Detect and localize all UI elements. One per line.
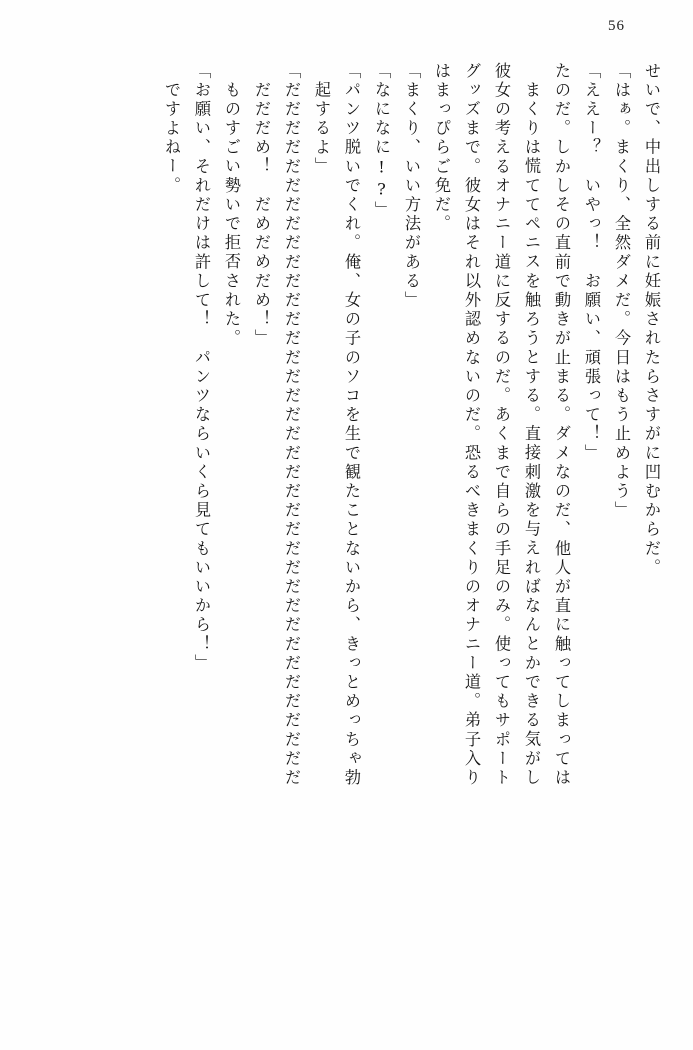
page-number: 56 bbox=[608, 18, 625, 34]
text-line: 彼女の考えるオナニー道に反するのだ。あくまで自らの手足のみ。使ってもサポート bbox=[492, 62, 511, 788]
text-line: たのだ。しかしその直前で動きが止まる。ダメなのだ、他人が直に触ってしまっては bbox=[552, 62, 571, 788]
text-line: せいで、中出しする前に妊娠されたらさすがに凹むからだ。 bbox=[642, 62, 661, 578]
text-line: 「なになに!?」 bbox=[372, 62, 391, 221]
vertical-text-body bbox=[34, 62, 659, 1012]
text-line: グッズまで。彼女はそれ以外認めないのだ。恐るべきまくりのオナニー道。弟子入り bbox=[462, 62, 481, 788]
text-line: 「だだだだだだだだだだだだだだだだだだだだだだだだだだだだだだだだだだだだだ bbox=[282, 62, 301, 788]
text-line: 「パンツ脱いでくれ。俺、女の子のソコを生で観たことないから、きっとめっちゃ勃 bbox=[342, 62, 361, 788]
text-line: ものすごい勢いで拒否された。 bbox=[222, 81, 241, 349]
text-line: はまっぴらご免だ。 bbox=[432, 62, 451, 234]
text-line: 「ええー？ いやっ！ お願い、頑張って！」 bbox=[582, 62, 601, 464]
text-line: 「はぁ。まくり、全然ダメだ。今日はもう止めよう」 bbox=[612, 62, 631, 521]
text-line: まくりは慌ててペニスを触ろうとする。直接刺激を与えればなんとかできる気がし bbox=[522, 81, 541, 788]
text-line: 「お願い、それだけは許して！ パンツならいくら見てもいいから！」 bbox=[192, 62, 211, 674]
text-line: 「まくり、いい方法がある」 bbox=[402, 62, 421, 311]
text-line: だだだめ！ だめだめだめ！」 bbox=[252, 81, 271, 349]
text-line: 起するよ」 bbox=[312, 81, 331, 177]
text-line: ですよねー。 bbox=[162, 81, 181, 196]
